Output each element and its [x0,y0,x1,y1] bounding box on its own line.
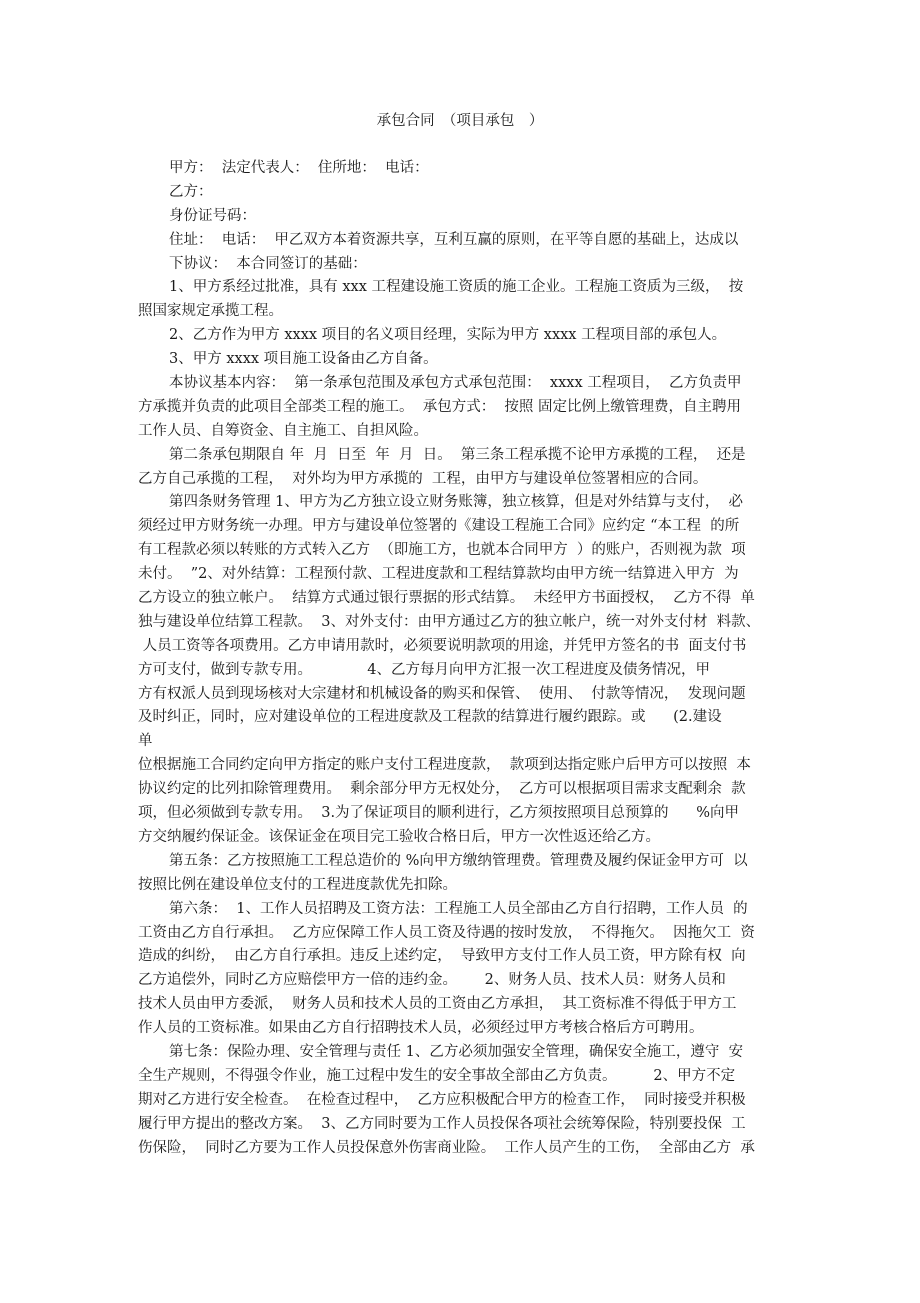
text-line: 工资由乙方自行承担。 乙方应保障工作人员工资及待遇的按时发放， 不得拖欠。 因拖欠工 资 [138,924,755,941]
text-line: 技术人员由甲方委派， 财务人员和技术人员的工资由乙方承担， 其工资标准不得低于甲方工 [138,996,737,1013]
text-line: 乙方设立的独立帐户。 结算方式通过银行票据的形式结算。 未经甲方书面授权， 乙方不得 单 [138,590,755,607]
text-line: 人员工资等各项费用。乙方申请用款时，必须要说明款项的用途，并凭甲方签名的书 面支付书 [138,637,747,654]
text-line: 履行甲方提出的整改方案。 3、乙方同时要为工作人员投保各项社会统筹保险，特别要投保 工 [138,1115,746,1132]
text-line: 方承揽并负责的此项目全部类工程的施工。 承包方式： 按照 固定比例上缴管理费，自主聘用 [138,398,742,415]
text-line: 方有权派人员到现场核对大宗建材和机械设备的购买和保管、 使用、 付款等情况， 发现问题 [138,685,746,702]
text-line: 乙方： [169,183,213,200]
text-line: 期对乙方进行安全检查。 在检查过程中， 乙方应积极配合甲方的检查工作， 同时接受并积极 [138,1091,746,1108]
text-line: 乙方追偿外，同时乙方应赔偿甲方一倍的违约金。 2、财务人员、技术人员：财务人员和 [138,972,726,989]
text-line: 下协议： 本合同签订的基础： [169,255,367,272]
text-line: 甲方： 法定代表人： 住所地： 电话： [169,160,429,176]
document-title: 承包合同 （项目承包 ） [376,113,544,129]
text-line: 位根据施工合同约定向甲方指定的账户支付工程进度款， 款项到达指定账户后甲方可以按照 本 [138,757,751,774]
text-line: 按照比例在建设单位支付的工程进度款优先扣除。 [138,876,457,893]
text-line: 方交纳履约保证金。该保证金在项目完工验收合格日后，甲方一次性返还给乙方。 [138,828,660,845]
text-line: 工作人员、自筹资金、自主施工、自担风险。 [138,422,428,439]
text-line: 作人员的工资标准。如果由乙方自行招聘技术人员，必须经过甲方考核合格后方可聘用。 [138,1020,704,1037]
text-line: 第六条： 1、工作人员招聘及工资方法：工程施工人员全部由乙方自行招聘，工作人员 的 [169,900,748,917]
text-line: 项，但必须做到专款专用。 3.为了保证项目的顺利进行，乙方须按照项目总预算的 %向甲 [138,805,739,822]
text-line: 第七条：保险办理、安全管理与责任 1、乙方必须加强安全管理，确保安全施工，遵守 安 [169,1043,744,1060]
text-line: 照国家规定承揽工程。 [138,303,283,320]
text-line: 有工程款必须以转账的方式转入乙方 （即施工方，也就本合同甲方 ）的账户，否则视为款 项 [138,542,746,559]
document-body [138,157,788,1160]
text-line: 本协议基本内容： 第一条承包范围及承包方式承包范围： xxxx 工程项目， 乙方负责甲 [169,375,742,392]
text-line: 造成的纠纷， 由乙方自行承担。违反上述约定， 导致甲方支付工作人员工资，甲方除有权 向 [138,948,746,965]
text-line: 伤保险， 同时乙方要为工作人员投保意外伤害商业险。 工作人员产生的工伤， 全部由乙方 承 [138,1139,755,1156]
text-line: 方可支付，做到专款专用。 4、乙方每月向甲方汇报一次工程进度及债务情况，甲 [138,661,711,678]
text-line: 第五条：乙方按照施工工程总造价的 %向甲方缴纳管理费。管理费及履约保证金甲方可 以 [169,852,748,869]
text-line: 单 [138,733,153,750]
text-line: 1、甲方系经过批准，具有 xxx 工程建设施工资质的施工企业。工程施工资质为三级， 按 [169,279,744,296]
text-line: 乙方自己承揽的工程， 对外均为甲方承揽的 工程，由甲方与建设单位签署相应的合同。 [138,470,708,487]
text-line: 住址： 电话： 甲乙双方本着资源共享，互利互赢的原则，在平等自愿的基础上，达成以 [169,231,739,248]
text-line: 协议约定的比列扣除管理费用。 剩余部分甲方无权处分， 乙方可以根据项目需求支配剩余 款 [138,781,746,798]
text-line: 须经过甲方财务统一办理。甲方与建设单位签署的《建设工程施工合同》应约定 “本工程 的所 [138,518,740,535]
text-line: 第二条承包期限自 年 月 日至 年 月 日。 第三条工程承揽不论甲方承揽的工程， 还是 [169,446,746,463]
text-line: 全生产规则，不得强令作业，施工过程中发生的安全事故全部由乙方负责。 2、甲方不定 [138,1067,736,1084]
text-line: 独与建设单位结算工程款。 3、对外支付：由甲方通过乙方的独立帐户，统一对外支付材 料款、 [138,613,761,630]
text-line: 第四条财务管理 1、甲方为乙方独立设立财务账簿，独立核算，但是对外结算与支付， 必 [169,494,744,511]
text-line: 未付。 ”2、对外结算：工程预付款、工程进度款和工程结算款均由甲方统一结算进入甲方 为 [138,566,739,583]
text-line: 及时纠正，同时，应对建设单位的工程进度款及工程款的结算进行履约跟踪。或 (2.建设 [138,709,722,726]
text-line: 3、甲方 xxxx 项目施工设备由乙方自备。 [169,351,438,368]
text-line: 身份证号码： [169,207,256,224]
text-line: 2、乙方作为甲方 xxxx 项目的名义项目经理，实际为甲方 xxxx 工程项目部的承包人。 [169,327,727,344]
